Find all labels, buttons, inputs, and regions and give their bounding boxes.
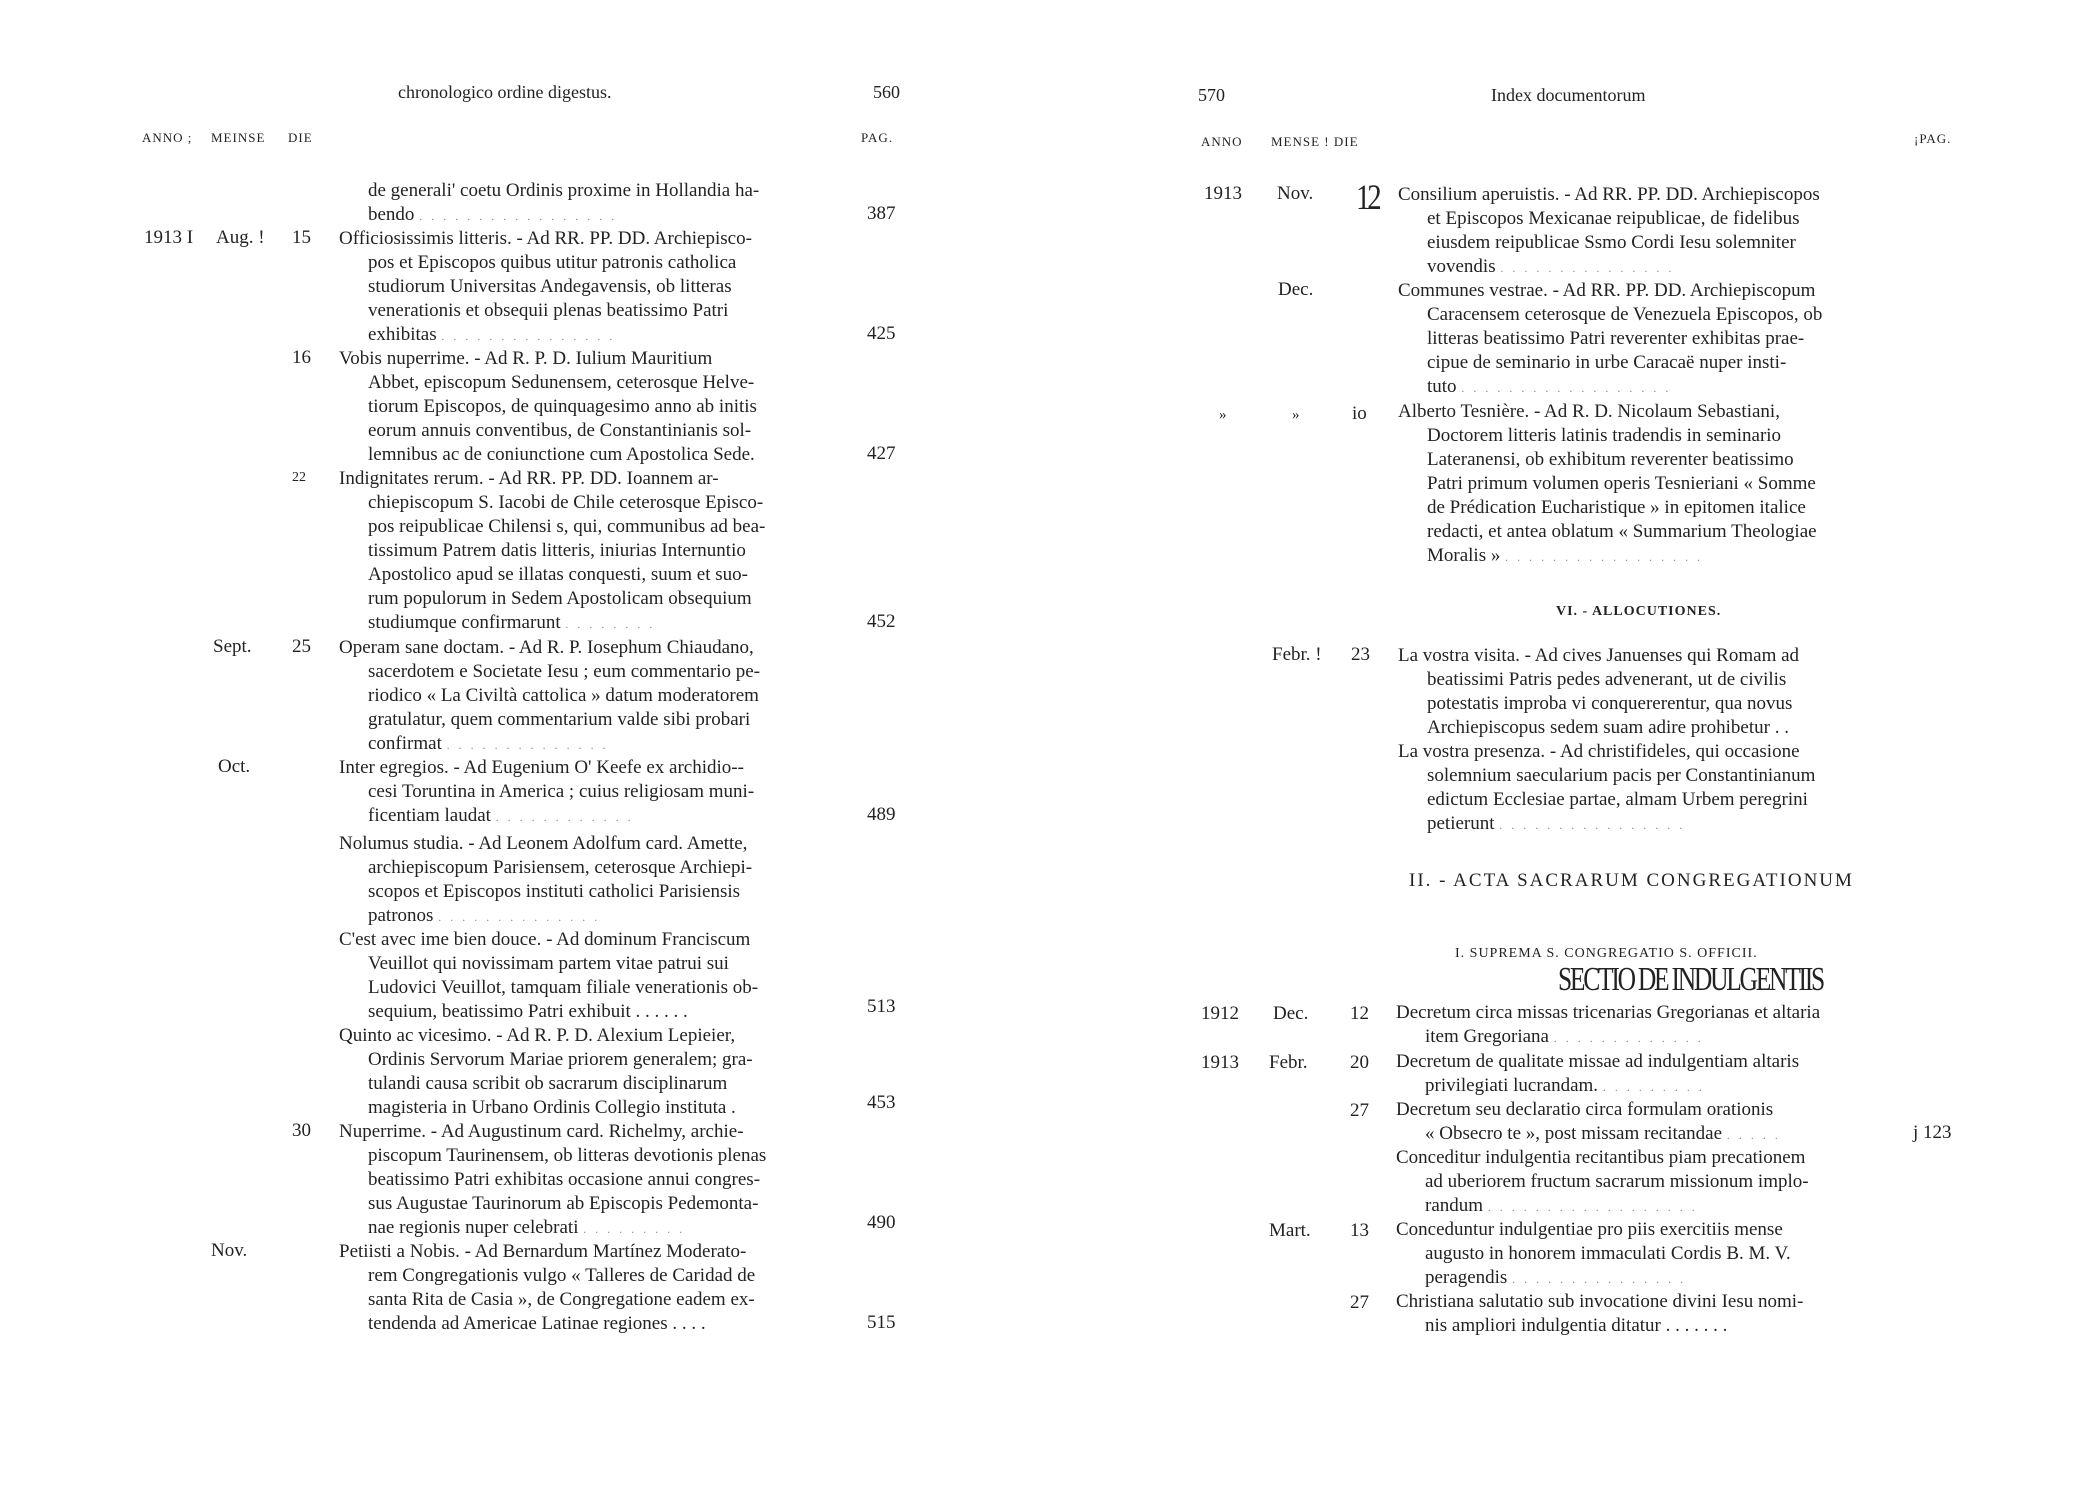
entry-line: Nuperrime. - Ad Augustinum card. Richelmy, archie- — [339, 1121, 744, 1142]
entry-line: Conceduntur indulgentiae pro piis exercitiis mense — [1396, 1219, 1783, 1240]
entry-line: Decretum de qualitate missae ad indulgentiam altaris — [1396, 1051, 1800, 1072]
index-entry — [339, 467, 849, 636]
leader-dots: . . . . . . . . . . . . . . — [446, 738, 607, 752]
entry-line: tendenda ad Americae Latinae regiones . . . . — [368, 1313, 706, 1334]
entry-line: Nolumus studia. - Ad Leonem Adolfum card. Amette, — [339, 833, 748, 854]
entry-mense: Dec. — [1273, 1003, 1309, 1024]
entry-line: de Prédication Eucharistique » in epitomen italice — [1427, 497, 1806, 518]
entry-line: et Episcopos Mexicanae reipublicae, de fidelibus — [1427, 208, 1800, 229]
index-entry — [339, 832, 849, 929]
subsection-heading: I. SUPREMA S. CONGREGATIO S. OFFICII. — [1455, 946, 1758, 961]
sectio-heading: SECTIO DE INDULGENTIIS — [1558, 961, 1823, 998]
entry-line: sequium, beatissimo Patri exhibuit . . . . . . — [368, 1001, 688, 1022]
col-anno: ANNO ; — [142, 130, 193, 145]
col-mense: MEINSE — [211, 130, 266, 145]
entry-page: 387 — [867, 203, 896, 224]
entry-die: 27 — [1350, 1100, 1369, 1121]
entry-line: tiorum Episcopos, de quinquagesimo anno ab initis — [368, 396, 757, 417]
entry-mense: » — [1292, 407, 1300, 423]
entry-line: chiepiscopum S. Iacobi de Chile ceterosque Episco- — [368, 492, 764, 513]
entry-anno: 1913 I — [144, 227, 194, 248]
entry-line: studiorum Universitas Andegavensis, ob litteras — [368, 276, 732, 297]
entry-line: ad uberiorem fructum sacrarum missionum implo- — [1425, 1171, 1809, 1192]
index-entry — [1396, 1098, 1906, 1147]
entry-line: Conceditur indulgentia recitantibus piam precationem — [1396, 1147, 1806, 1168]
col-pag: ¡PAG. — [1914, 131, 1952, 146]
entry-line: potestatis improba vi conquererentur, qua novus — [1427, 693, 1793, 714]
entry-line: venerationis et obsequii plenas beatissimo Patri — [368, 300, 729, 321]
entry-line: La vostra presenza. - Ad christifideles, qui occasione — [1398, 741, 1800, 762]
entry-line: gratulatur, quem commentarium valde sibi probari — [368, 709, 751, 730]
index-entry — [1398, 279, 1908, 400]
entry-line: eorum annuis conventibus, de Constantinianis sol- — [368, 420, 752, 441]
entry-die: 15 — [292, 227, 311, 248]
entry-die: 22 — [292, 470, 306, 485]
index-entry — [1396, 1001, 1906, 1050]
entry-anno: 1913 — [1201, 1052, 1239, 1073]
index-entry — [339, 227, 849, 348]
col-die: DIE — [288, 130, 313, 145]
entry-line: peragendis — [1425, 1267, 1508, 1288]
index-entry — [339, 928, 849, 1024]
entry-line: de generali' coetu Ordinis proxime in Hollandia ha- — [368, 180, 760, 201]
entry-die: 12 — [1350, 1003, 1369, 1024]
entry-mense: Dec. — [1278, 279, 1314, 300]
entry-line: edictum Ecclesiae partae, almam Urbem peregrini — [1427, 789, 1808, 810]
leader-dots: . . . . . . . . . — [1602, 1080, 1703, 1094]
entry-line: confirmat — [368, 733, 442, 754]
entry-page: j 123 — [1913, 1122, 1952, 1143]
leader-dots: . . . . . . . . . . . . . . . . . . — [1487, 1200, 1696, 1214]
entry-line: cipue de seminario in urbe Caracaë nuper insti- — [1427, 352, 1787, 373]
leader-dots: . . . . . . . . . . . . . . . . . — [1505, 550, 1702, 564]
leader-dots: . . . . . . . . — [565, 617, 654, 631]
index-entry — [339, 756, 849, 829]
entry-line: augusto in honorem immaculati Cordis B. M. V. — [1425, 1243, 1791, 1264]
entry-mense: Mart. — [1269, 1220, 1311, 1241]
entry-line: La vostra visita. - Ad cives Januenses qui Romam ad — [1398, 645, 1800, 666]
index-entry — [1398, 400, 1908, 569]
entry-line: Abbet, episcopum Sedunensem, ceterosque Helve- — [368, 372, 755, 393]
entry-anno: 1912 — [1201, 1003, 1239, 1024]
index-entry — [1398, 644, 1908, 740]
entry-die: 25 — [292, 636, 311, 657]
entry-line: randum — [1425, 1195, 1484, 1216]
entry-line: C'est avec ime bien douce. - Ad dominum Franciscum — [339, 929, 751, 950]
entry-line: cesi Toruntina in America ; cuius religiosam muni- — [368, 781, 755, 802]
entry-line: rum populorum in Sedem Apostolicam obsequium — [368, 588, 752, 609]
entry-page: 515 — [867, 1312, 896, 1333]
leader-dots: . . . . . . . . . . . . — [495, 810, 632, 824]
index-entry — [339, 179, 849, 228]
entry-mense: Nov. — [1277, 183, 1314, 204]
entry-line: privilegiati lucrandam. — [1425, 1075, 1599, 1096]
entry-line: scopos et Episcopos instituti catholici Parisiensis — [368, 881, 741, 902]
entry-line: item Gregoriana — [1425, 1026, 1549, 1047]
entry-line: Consilium aperuistis. - Ad RR. PP. DD. Archiepiscopos — [1398, 184, 1820, 205]
entry-line: Indignitates rerum. - Ad RR. PP. DD. Ioannem ar- — [339, 468, 719, 489]
entry-line: Officiosissimis litteris. - Ad RR. PP. DD. Archiepisco- — [339, 228, 752, 249]
entry-page: 513 — [867, 996, 896, 1017]
entry-line: Archiepiscopus sedem suam adire prohibetur . . — [1427, 717, 1789, 738]
index-entry — [1396, 1290, 1906, 1338]
left-page-number: 560 — [873, 82, 900, 102]
entry-line: Operam sane doctam. - Ad R. P. Iosephum Chiaudano, — [339, 637, 754, 658]
entry-line: Doctorem litteris latinis tradendis in seminario — [1427, 425, 1782, 446]
entry-line: Caracensem ceterosque de Venezuela Episcopos, ob — [1427, 304, 1823, 325]
leader-dots: . . . . . . . . . . . . . . . . . — [419, 209, 616, 223]
left-running-head: chronologico ordine digestus. — [398, 82, 612, 102]
right-running-head: Index documentorum — [1491, 85, 1646, 105]
entry-line: sus Augustae Taurinorum ab Episcopis Pedemonta- — [368, 1193, 759, 1214]
entry-line: vovendis — [1427, 256, 1496, 277]
col-pag: PAG. — [861, 130, 894, 145]
entry-line: Alberto Tesnière. - Ad R. D. Nicolaum Sebastiani, — [1398, 401, 1780, 422]
leader-dots: . . . . . . . . . . . . . . . — [1500, 261, 1673, 275]
index-entry — [1396, 1050, 1906, 1099]
entry-line: Ludovici Veuillot, tamquam filiale venerationis ob- — [368, 977, 759, 998]
col-anno: ANNO — [1201, 134, 1243, 149]
leader-dots: . . . . . . . . . . . . . . . — [1512, 1272, 1685, 1286]
entry-line: rem Congregationis vulgo « Talleres de Caridad de — [368, 1265, 756, 1286]
section-heading: II. - ACTA SACRARUM CONGREGATIONUM — [1409, 870, 1854, 891]
section-heading: VI. - ALLOCUTIONES. — [1556, 604, 1722, 619]
entry-mense: Aug. ! — [216, 227, 265, 248]
entry-page: 490 — [867, 1212, 896, 1233]
entry-line: Quinto ac vicesimo. - Ad R. P. D. Alexium Lepieier, — [339, 1025, 736, 1046]
index-entry — [1396, 1218, 1906, 1291]
index-entry — [339, 1240, 849, 1336]
entry-line: tulandi causa scribit ob sacrarum disciplinarum — [368, 1073, 728, 1094]
entry-die: 27 — [1350, 1292, 1369, 1313]
entry-line: tissimum Patrem datis litteris, iniurias Internuntio — [368, 540, 746, 561]
entry-line: Apostolico apud se illatas conquesti, suum et suo- — [368, 564, 748, 585]
entry-mense: Febr. — [1269, 1052, 1308, 1073]
right-page-number: 570 — [1198, 85, 1225, 105]
index-entry — [1398, 183, 1908, 280]
entry-line: tuto — [1427, 376, 1457, 397]
entry-line: petierunt — [1427, 813, 1495, 834]
entry-mense: Febr. ! — [1272, 644, 1322, 665]
entry-line: lemnibus ac de coniunctione cum Apostolica Sede. — [368, 444, 755, 465]
entry-mense: Oct. — [218, 756, 251, 777]
entry-die: io — [1352, 403, 1367, 424]
index-entry — [339, 1120, 849, 1241]
entry-line: santa Rita de Casia », de Congregatione eadem ex- — [368, 1289, 755, 1310]
entry-die: 30 — [292, 1120, 311, 1141]
entry-line: Communes vestrae. - Ad RR. PP. DD. Archiepiscopum — [1398, 280, 1816, 301]
entry-line: ficentiam laudat — [368, 805, 491, 826]
entry-line: archiepiscopum Parisiensem, ceterosque Archiepi- — [368, 857, 753, 878]
entry-line: eiusdem reipublicae Ssmo Cordi Iesu solemniter — [1427, 232, 1796, 253]
entry-line: solemnium saecularium pacis per Constantinianum — [1427, 765, 1816, 786]
entry-line: studiumque confirmarunt — [368, 612, 561, 633]
entry-line: redacti, et antea oblatum « Summarium Theologiae — [1427, 521, 1817, 542]
entry-page: 425 — [867, 323, 896, 344]
entry-line: beatissimi Patris pedes advenerant, ut de civilis — [1427, 669, 1787, 690]
entry-line: patronos — [368, 905, 434, 926]
entry-line: nis ampliori indulgentia ditatur . . . . . . . — [1425, 1315, 1728, 1336]
entry-line: magisteria in Urbano Ordinis Collegio instituta . — [368, 1097, 736, 1118]
entry-line: riodico « La Civiltà cattolica » datum moderatorem — [368, 685, 759, 706]
entry-line: sacerdotem e Societate Iesu ; eum commentario pe- — [368, 661, 760, 682]
entry-die: 12 — [1356, 177, 1379, 217]
leader-dots: . . . . . . . . . — [583, 1222, 684, 1236]
leader-dots: . . . . . . . . . . . . . . — [438, 910, 599, 924]
index-entry — [339, 636, 849, 757]
entry-mense: Nov. — [211, 1240, 248, 1261]
index-entry — [339, 347, 849, 467]
leader-dots: . . . . . . . . . . . . . — [1553, 1031, 1702, 1045]
entry-line: Ordinis Servorum Mariae priorem generalem; gra- — [368, 1049, 753, 1070]
entry-die: 16 — [292, 347, 311, 368]
entry-line: Patri primum volumen operis Tesnieriani « Somme — [1427, 473, 1816, 494]
entry-line: Decretum circa missas tricenarias Gregorianas et altaria — [1396, 1002, 1821, 1023]
entry-line: exhibitas — [368, 324, 437, 345]
entry-die: 13 — [1350, 1220, 1369, 1241]
entry-anno: » — [1219, 407, 1227, 423]
entry-line: Petiisti a Nobis. - Ad Bernardum Martínez Moderato- — [339, 1241, 747, 1262]
entry-line: nae regionis nuper celebrati — [368, 1217, 579, 1238]
leader-dots: . . . . . . . . . . . . . . . — [441, 329, 614, 343]
entry-line: Decretum seu declaratio circa formulam orationis — [1396, 1099, 1774, 1120]
entry-line: Veuillot qui novissimam partem vitae patrui sui — [368, 953, 729, 974]
entry-page: 452 — [867, 611, 896, 632]
entry-page: 489 — [867, 804, 896, 825]
index-entry — [1398, 740, 1908, 837]
entry-line: bendo — [368, 204, 415, 225]
index-entry — [339, 1024, 849, 1120]
entry-line: Vobis nuperrime. - Ad R. P. D. Iulium Mauritium — [339, 348, 713, 369]
entry-page: 427 — [867, 443, 896, 464]
leader-dots: . . . . . . . . . . . . . . . . . . — [1461, 381, 1670, 395]
leader-dots: . . . . . — [1726, 1128, 1779, 1142]
entry-line: « Obsecro te », post missam recitandae — [1425, 1123, 1723, 1144]
entry-line: Inter egregios. - Ad Eugenium O' Keefe ex archidio-- — [339, 757, 744, 778]
entry-line: Christiana salutatio sub invocatione divini Iesu nomi- — [1396, 1291, 1804, 1312]
entry-line: Moralis » — [1427, 545, 1501, 566]
entry-mense: Sept. — [213, 636, 252, 657]
entry-die: 23 — [1351, 644, 1370, 665]
entry-line: litteras beatissimo Patri reverenter exhibitas prae- — [1427, 328, 1805, 349]
index-entry — [1396, 1146, 1906, 1219]
entry-anno: 1913 — [1204, 183, 1242, 204]
entry-die: 20 — [1350, 1052, 1369, 1073]
entry-page: 453 — [867, 1092, 896, 1113]
leader-dots: . . . . . . . . . . . . . . . . — [1499, 818, 1684, 832]
entry-line: pos et Episcopos quibus utitur patronis catholica — [368, 252, 737, 273]
entry-line: beatissimo Patri exhibitas occasione annui congres- — [368, 1169, 761, 1190]
col-mense-die: MENSE ! DIE — [1271, 134, 1359, 149]
entry-line: pos reipublicae Chilensi s, qui, communibus ad bea- — [368, 516, 766, 537]
entry-line: piscopum Taurinensem, ob litteras devotionis plenas — [368, 1145, 767, 1166]
entry-line: Lateranensi, ob exhibitum reverenter beatissimo — [1427, 449, 1794, 470]
